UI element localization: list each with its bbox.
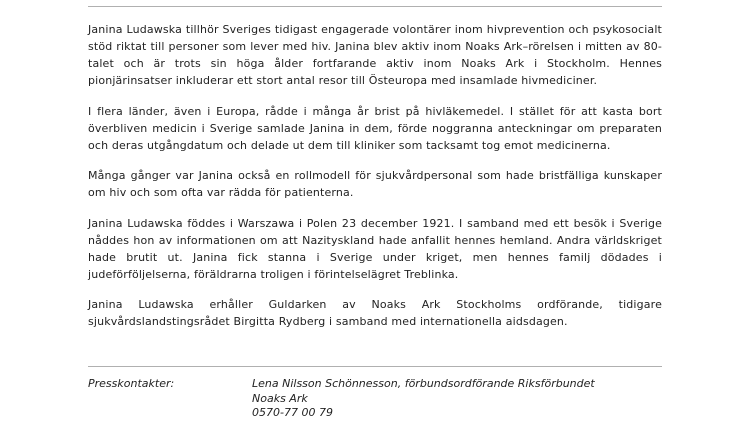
paragraph-intro: Janina Ludawska tillhör Sveriges tidigast engagerade volontärer inom hivprevention och psykosocialt stöd riktat till personer som lever med hiv. Janina blev aktiv inom Noaks Ark–rörelsen i mitten av 80-talet och är trots sin höga ålder fortfarande aktiv inom Noaks Ark i Stockholm. Hennes pionjärinsatser inkluderar ett stort antal resor till Östeuropa med insamlade hivmediciner. [88, 23, 662, 87]
paragraph-biography: Janina Ludawska föddes i Warszawa i Polen 23 december 1921. I samband med ett besök i Sverige nåddes hon av informationen om att Nazityskland hade anfallit hennes hemland. Andra världskriget hade brutit ut. Janina fick stanna i Sverige under kriget, men hennes familj dödades i judeförföljelserna, föräldrarna troligen i förintelselägret Treblinka. [88, 216, 662, 281]
contacts-divider [88, 366, 662, 367]
paragraph-role-model: Många gånger var Janina också en rollmodell för sjukvårdpersonal som hade bristfälliga kunskaper om hiv och som ofta var rädda för patienterna. [88, 169, 662, 199]
top-divider [88, 6, 662, 7]
contact-name-line: Lena Nilsson Schönnesson, förbundsordförande Riksförbundet [252, 377, 595, 390]
press-contacts-label: Presskontakter: [88, 377, 175, 390]
paragraph-medicine-shortage: I flera länder, även i Europa, rådde i många år brist på hivläkemedel. I stället för att kasta bort överbliven medicin i Sverige samlade Janina in dem, förde noggranna anteckningar om preparaten och deras utgångdatum och delade ut dem till kliniker som tacksamt tog emot medicinerna. [88, 104, 662, 152]
paragraph-award: Janina Ludawska erhåller Guldarken av Noaks Ark Stockholms ordförande, tidigare sjukvårdslandstingsrådet Birgitta Rydberg i samband med internationella aidsdagen. [88, 298, 662, 328]
article-body [88, 21, 662, 344]
contact-phone-line: 0570-77 00 79 [252, 406, 333, 419]
press-contacts-details [252, 377, 662, 421]
contact-organization-line: Noaks Ark [252, 391, 308, 405]
